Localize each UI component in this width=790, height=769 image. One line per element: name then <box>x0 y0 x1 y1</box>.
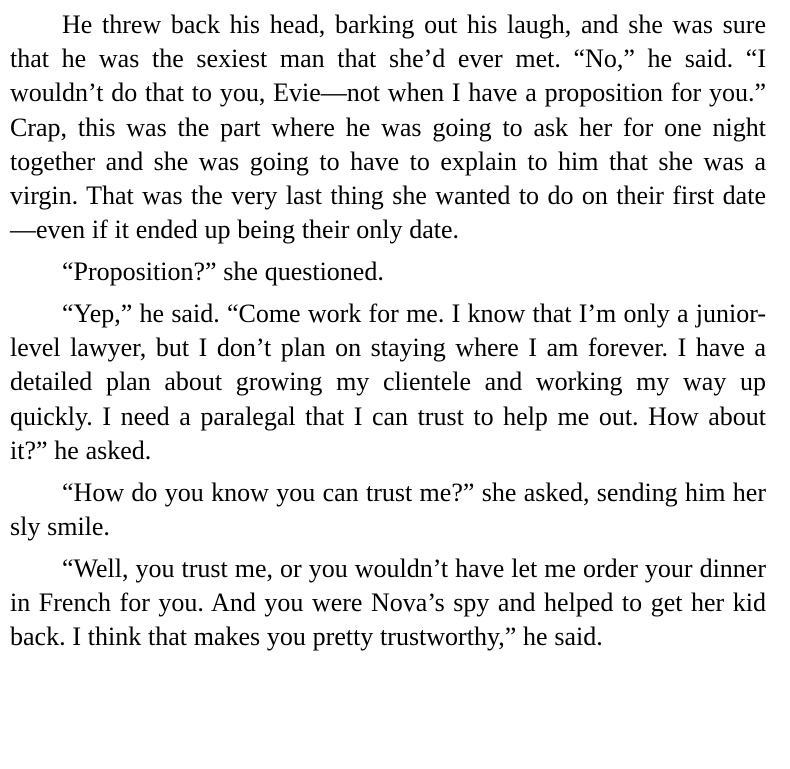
paragraph: “Proposition?” she questioned. <box>62 257 384 287</box>
paragraph: He threw back his head, barking out his laugh, and she was sure that he was the sexiest man that she’d ever met. “No,” he said. “I wouldn’t do that to you, Evie—not when I have a proposition for you.” Crap, this was the part where he was going to ask her for one night together and she was going to have to explain to him that she was a virgin. That was the very last thing she wanted to do on their first date—even if it ended up being their only date. <box>10 10 766 245</box>
paragraph: “Well, you trust me, or you wouldn’t have let me order your dinner in French for you. And you were Nova’s spy and helped to get her kid back. I think that makes you pretty trustworthy,” he said. <box>10 554 766 652</box>
paragraph: “Yep,” he said. “Come work for me. I know that I’m only a junior-level lawyer, but I don’t plan on staying where I am forever. I have a detailed plan about growing my clientele and working my way up quickly. I need a paralegal that I can trust to help me out. How about it?” he asked. <box>10 299 766 465</box>
paragraph: “How do you know you can trust me?” she asked, sending him her sly smile. <box>10 477 766 542</box>
